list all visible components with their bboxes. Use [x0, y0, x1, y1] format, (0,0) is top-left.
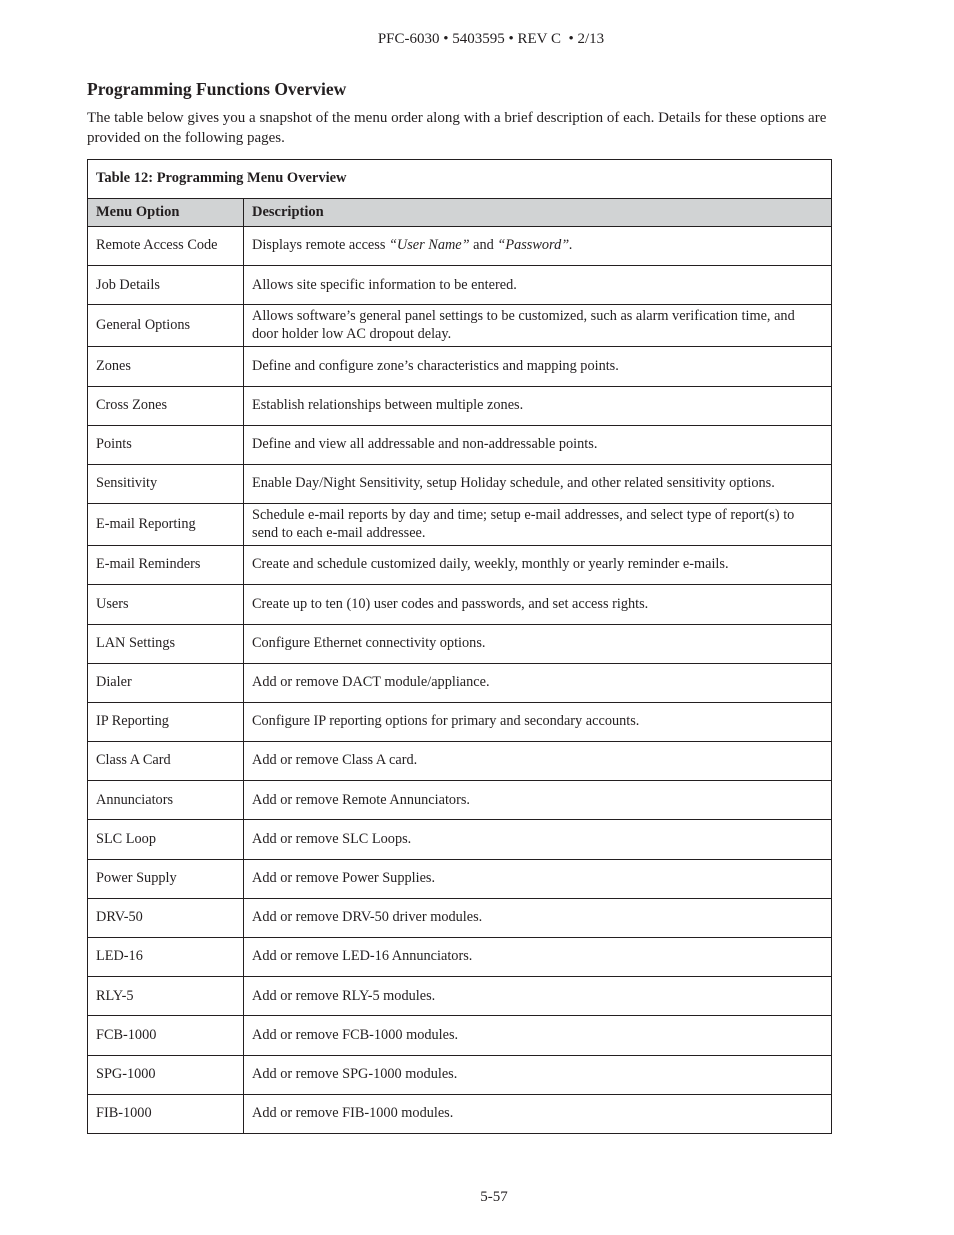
description-cell: Add or remove FIB-1000 modules.: [244, 1094, 832, 1133]
menu-option-cell: Sensitivity: [88, 464, 244, 503]
description-cell: [244, 227, 832, 266]
table-row: [88, 347, 832, 386]
menu-option-cell: Zones: [88, 347, 244, 386]
table-row: [88, 227, 832, 266]
description-cell: Add or remove LED-16 Annunciators.: [244, 938, 832, 977]
description-cell: Add or remove Power Supplies.: [244, 859, 832, 898]
table-caption-row: [88, 160, 832, 199]
menu-option-cell: General Options: [88, 305, 244, 347]
page-number: 5-57: [480, 1189, 508, 1205]
menu-overview-table: [87, 159, 832, 1134]
table-row: [88, 742, 832, 781]
menu-option-cell: SLC Loop: [88, 820, 244, 859]
user-name-term: “User Name”: [388, 237, 470, 254]
description-cell: Add or remove DACT module/appliance.: [244, 663, 832, 702]
description-cell: Schedule e-mail reports by day and time; setup e-mail addresses, and select type of report(s) to send to each e-mail addressee.: [244, 504, 832, 546]
table-body: [88, 227, 832, 1134]
menu-option-cell: FIB-1000: [88, 1094, 244, 1133]
description-cell: Add or remove Remote Annunciators.: [244, 781, 832, 820]
table-row: [88, 781, 832, 820]
description-cell: Add or remove RLY-5 modules.: [244, 977, 832, 1016]
menu-option-cell: SPG-1000: [88, 1055, 244, 1094]
intro-paragraph: The table below gives you a snapshot of the menu order along with a brief description of each. Details for these options are provided on the following pages.: [87, 110, 827, 146]
menu-option-cell: Users: [88, 585, 244, 624]
description-text: and: [469, 237, 498, 254]
description-cell: Add or remove SPG-1000 modules.: [244, 1055, 832, 1094]
description-cell: Configure Ethernet connectivity options.: [244, 624, 832, 663]
section-title: Programming Functions Overview: [87, 79, 347, 99]
table-row: [88, 546, 832, 585]
menu-option-cell: Class A Card: [88, 742, 244, 781]
menu-option-cell: Dialer: [88, 663, 244, 702]
description-cell: Create and schedule customized daily, weekly, monthly or yearly reminder e-mails.: [244, 546, 832, 585]
table-row: [88, 1055, 832, 1094]
description-cell: Allows site specific information to be entered.: [244, 266, 832, 305]
menu-option-cell: Job Details: [88, 266, 244, 305]
menu-option-cell: Remote Access Code: [88, 227, 244, 266]
document-id-header: PFC-6030 • 5403595 • REV C • 2/13: [377, 31, 605, 47]
menu-option-cell: LAN Settings: [88, 624, 244, 663]
table-row: [88, 585, 832, 624]
description-cell: Create up to ten (10) user codes and passwords, and set access rights.: [244, 585, 832, 624]
table-caption: Table 12: Programming Menu Overview: [88, 160, 832, 199]
table-row: [88, 504, 832, 546]
column-header-menu-option: Menu Option: [88, 199, 244, 227]
menu-option-cell: IP Reporting: [88, 702, 244, 741]
table-row: [88, 938, 832, 977]
description-text: Displays remote access: [252, 237, 389, 254]
description-cell: Add or remove FCB-1000 modules.: [244, 1016, 832, 1055]
description-cell: Add or remove SLC Loops.: [244, 820, 832, 859]
menu-option-cell: DRV-50: [88, 898, 244, 937]
table-row: [88, 386, 832, 425]
table-row: [88, 624, 832, 663]
table-row: [88, 1094, 832, 1133]
menu-option-cell: Power Supply: [88, 859, 244, 898]
table-row: [88, 820, 832, 859]
description-cell: Define and configure zone’s characteristics and mapping points.: [244, 347, 832, 386]
description-cell: Add or remove DRV-50 driver modules.: [244, 898, 832, 937]
description-cell: Allows software’s general panel settings to be customized, such as alarm verification time, and door holder low AC dropout delay.: [244, 305, 832, 347]
description-cell: Configure IP reporting options for primary and secondary accounts.: [244, 702, 832, 741]
table-row: [88, 977, 832, 1016]
description-cell: Enable Day/Night Sensitivity, setup Holiday schedule, and other related sensitivity options.: [244, 464, 832, 503]
menu-option-cell: Cross Zones: [88, 386, 244, 425]
table-row: [88, 898, 832, 937]
table-row: [88, 702, 832, 741]
table-row: [88, 859, 832, 898]
table-row: [88, 663, 832, 702]
description-cell: Add or remove Class A card.: [244, 742, 832, 781]
menu-overview-table-wrapper: [87, 159, 832, 1134]
table-row: [88, 1016, 832, 1055]
menu-option-cell: E-mail Reminders: [88, 546, 244, 585]
password-term: “Password”.: [497, 237, 573, 254]
column-header-description: Description: [244, 199, 832, 227]
menu-option-cell: FCB-1000: [88, 1016, 244, 1055]
table-row: [88, 266, 832, 305]
table-header-row: [88, 199, 832, 227]
description-cell: Establish relationships between multiple zones.: [244, 386, 832, 425]
table-row: [88, 425, 832, 464]
table-row: [88, 305, 832, 347]
menu-option-cell: LED-16: [88, 938, 244, 977]
menu-option-cell: E-mail Reporting: [88, 504, 244, 546]
table-row: [88, 464, 832, 503]
menu-option-cell: Points: [88, 425, 244, 464]
description-cell: Define and view all addressable and non-addressable points.: [244, 425, 832, 464]
menu-option-cell: Annunciators: [88, 781, 244, 820]
menu-option-cell: RLY-5: [88, 977, 244, 1016]
